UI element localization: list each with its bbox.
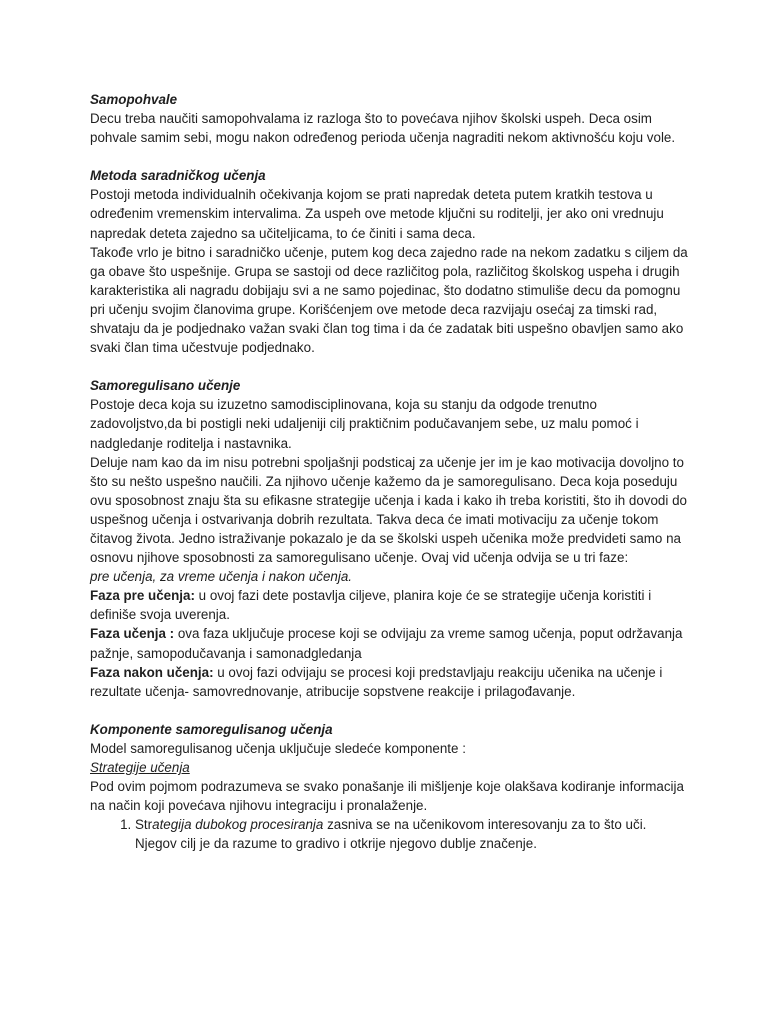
paragraph-strategije: Pod ovim pojmom podrazumeva se svako ponašanje ili mišljenje koje olakšava kodiranje informacija na način koji povećava njihovu integraciju i pronalaženje. [90, 779, 684, 814]
heading-samoregulisano-ucenje: Samoregulisano učenje [90, 378, 241, 394]
phases-line: pre učenja, za vreme učenja i nakon učenja. [90, 569, 353, 585]
list-item-text: zasniva se na učenikovom interesovanju za to što uči. Njegov cilj je da razume to gradivo i otkrije njegovo dublje značenje. [135, 817, 647, 852]
paragraph-samodisciplina: Postoje deca koja su izuzetno samodisciplinovana, koja su stanju da odgode trenutno zadovoljstvo,da bi postigli neki udaljeniji cilj praktičnim podučavanjem sebe, uz malu pomoć i nadgledanje roditelja i nastavnika. [90, 397, 639, 451]
faza-ucenja-label: Faza učenja : [90, 626, 175, 642]
paragraph-motivacija: Deluje nam kao da im nisu potrebni spoljašnji podsticaj za učenje jer im je kao motivacija dovoljno to što su nešto uspešno naučili. Za njihovo učenje kažemo da je samoregulisano. Deca koja poseduju ovu sposobnost znaju šta su efikasne strategije učenja i kada i kako ih treba koristiti, što ih dovodi do uspešnog učenja i ostvarivanja dobrih rezultata. Takva deca će imati motivaciju za učenje tokom čitavog života. Jedno istraživanje pokazalo je da se školski uspeh učenika može predvideti samo na osnovu njihove sposobnosti za samoregulisano učenje. Ovaj vid učenja odvija se u tri faze: [90, 454, 687, 566]
heading-metoda-saradnickog-ucenja: Metoda saradničkog učenja [90, 168, 266, 184]
strategies-list [90, 815, 690, 853]
paragraph-individualna-ocekivanja: Postoji metoda individualnih očekivanja kojom se prati napredak deteta putem kratkih testova u određenim vremenskim intervalima. Za uspeh ove metode ključni su roditelji, jer ako oni vrednuju napredak deteta zajedno sa učiteljicama, to će činiti i sama deca. [90, 187, 664, 241]
faza-ucenja-text: ova faza uključuje procese koji se odvijaju za vreme samog učenja, poput održavanja pažnje, samopodučavanja i samonadgledanja [90, 626, 683, 661]
heading-samopohvale: Samopohvale [90, 92, 178, 107]
list-item-duboko-procesiranje [135, 815, 690, 853]
faza-nakon-ucenja [90, 663, 690, 701]
faza-nakon-ucenja-label: Faza nakon učenja: [90, 664, 214, 680]
faza-pre-ucenja-label: Faza pre učenja: [90, 588, 195, 604]
heading-komponente: Komponente samoregulisanog učenja [90, 721, 333, 737]
document-body [90, 90, 690, 853]
faza-nakon-ucenja-text: u ovoj fazi odvijaju se procesi koji predstavljaju reakciju učenika na učenje i rezultate učenja- samovrednovanje, atribucije sopstvene reakcije i prilagođavanje. [90, 664, 663, 699]
faza-pre-ucenja [90, 586, 690, 624]
list-item-lead: Str [135, 817, 153, 833]
list-item-term: ategija dubokog procesiranja [152, 817, 324, 833]
paragraph-model: Model samoregulisanog učenja uključuje sledeće komponente : [90, 740, 466, 756]
faza-pre-ucenja-text: u ovoj fazi dete postavlja ciljeve, planira koje će se strategije učenja koristiti i definiše svoja uverenja. [90, 588, 652, 623]
paragraph-saradnicko-ucenje: Takođe vrlo je bitno i saradničko učenje, putem kog deca zajedno rade na nekom zadatku s ciljem da ga obave što uspešnije. Grupa se sastoji od dece različitog pola, različitog školskog uspeha i drugih karakteristika ali nagradu dobijaju svi a ne samo pojedinac, što dodatno stimuliše decu da pomognu pri učenju svojim članovima grupe. Korišćenjem ove metode deca razvijaju osećaj za timski rad, shvataju da je podjednako važan svaki član tog tima i da će zadatak biti uspešno obavljen samo ako svaki član tima učestvuje podjednako. [90, 244, 688, 356]
faza-ucenja [90, 624, 690, 662]
subheading-strategije-ucenja: Strategije učenja [90, 760, 190, 775]
paragraph-samopohvale: Decu treba naučiti samopohvalama iz razloga što to povećava njihov školski uspeh. Deca osim pohvale samim sebi, mogu nakon određenog perioda učenja nagraditi nekom aktivnošću koju vole. [90, 111, 676, 146]
